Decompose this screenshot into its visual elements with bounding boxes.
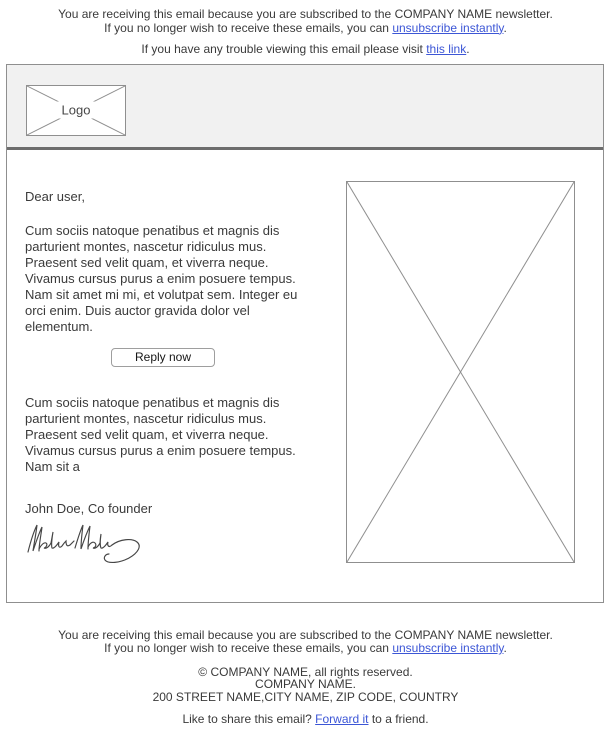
handwritten-signature-icon: [25, 521, 147, 567]
view-online-note: [0, 43, 611, 57]
share-note-suffix: to a friend.: [368, 712, 429, 726]
placeholder-cross-icon: [347, 182, 574, 562]
top-note-line1: You are receiving this email because you are subscribed to the COMPANY NAME newsletter.: [58, 7, 553, 21]
forward-link[interactable]: Forward it: [315, 712, 369, 726]
logo-placeholder: [26, 85, 126, 136]
image-placeholder: [346, 181, 575, 563]
paragraph-2: Cum sociis natoque penatibus et magnis dis parturient montes, nascetur ridiculus mus. Praesent sed velit quam, et viverra neque. Vivamus cursus purus a enim posuere tempus. Nam sit a: [25, 394, 296, 474]
footer-note-line2: [0, 642, 611, 656]
share-note-prefix: Like to share this email?: [182, 712, 316, 726]
view-online-link[interactable]: this link: [426, 42, 467, 56]
signature-image: [25, 521, 301, 572]
company-address-block: [0, 666, 611, 704]
unsubscribe-link[interactable]: unsubscribe instantly: [392, 20, 504, 35]
company-line: COMPANY NAME.: [255, 677, 356, 691]
footer-subscription-note: [0, 629, 611, 656]
email-text-column: [25, 189, 301, 572]
footer-note-line1: You are receiving this email because you are subscribed to the COMPANY NAME newsletter.: [58, 627, 553, 642]
signoff: John Doe, Co founder: [25, 500, 153, 516]
footer-unsubscribe-link[interactable]: unsubscribe instantly: [392, 641, 504, 655]
view-note-suffix: .: [466, 42, 470, 56]
address-line: 200 STREET NAME,CITY NAME, ZIP CODE, COUNTRY: [152, 689, 459, 704]
footer-note-line2-prefix: If you no longer wish to receive these emails, you can: [104, 641, 393, 655]
email-container: [6, 64, 604, 603]
top-subscription-note: [0, 0, 611, 35]
email-body: [7, 150, 603, 602]
paragraph-1: Cum sociis natoque penatibus et magnis dis parturient montes, nascetur ridiculus mus. Praesent sed velit quam, et viverra neque. Vivamus cursus purus a enim posuere tempus. Nam sit amet mi mi, et volutpat sem. Integer eu orci enim. Duis auctor gravida dolor vel elementum.: [25, 222, 298, 334]
reply-now-button[interactable]: Reply now: [111, 348, 215, 367]
top-note-line2: [0, 22, 611, 36]
reply-button-row: [25, 348, 301, 367]
top-note-line2-suffix: .: [503, 20, 507, 35]
footer-note-line2-suffix: .: [503, 641, 507, 655]
logo-label: Logo: [53, 102, 100, 119]
top-note-line2-prefix: If you no longer wish to receive these emails, you can: [104, 20, 393, 35]
view-note-prefix: If you have any trouble viewing this email please visit: [141, 42, 427, 56]
email-header: [7, 65, 603, 150]
share-note: [0, 713, 611, 727]
greeting: Dear user,: [25, 188, 85, 204]
copyright-line: © COMPANY NAME, all rights reserved.: [198, 664, 413, 679]
